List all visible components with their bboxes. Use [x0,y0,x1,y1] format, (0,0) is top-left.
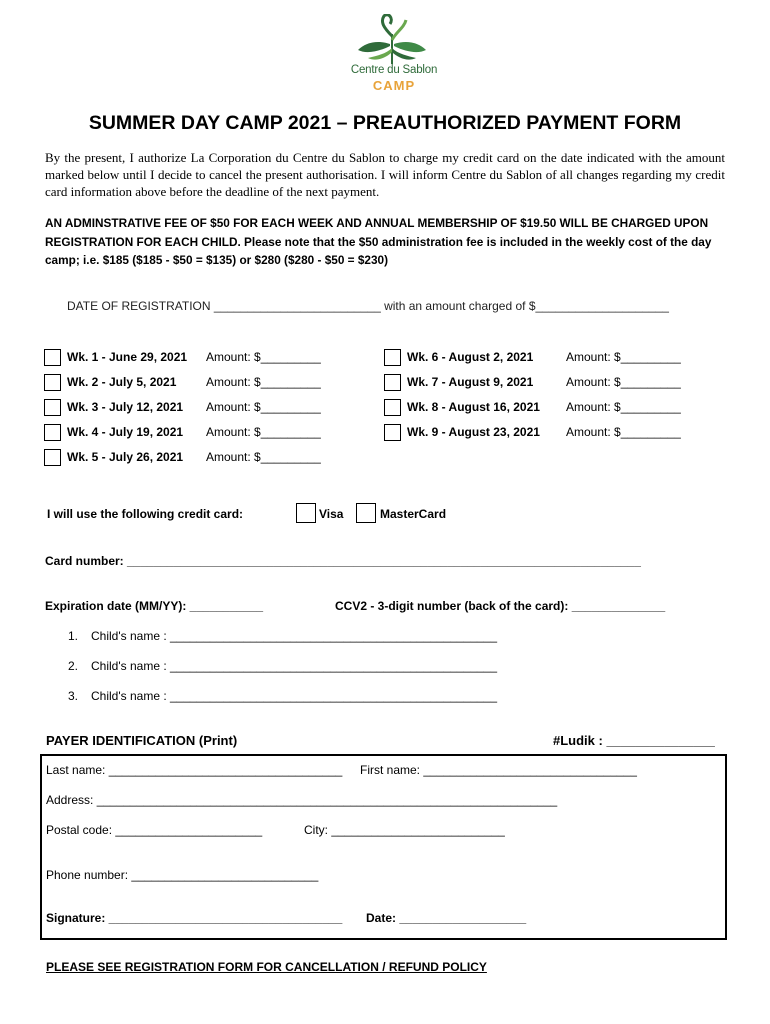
intro-paragraph: By the present, I authorize La Corporation du Centre du Sablon to charge my credit card on the date indicated with the amount marked below until I decide to cancel the present authorisation. I will inform Centre du Sablon of all changes regarding my credit card information above before the deadline of the next payment. [45,150,725,199]
week-4-checkbox[interactable] [44,424,61,441]
ludik-field[interactable]: #Ludik : _______________ [553,733,715,748]
week-6-checkbox[interactable] [384,349,401,366]
week-8-checkbox[interactable] [384,399,401,416]
week-2-label: Wk. 2 - July 5, 2021 [67,375,177,389]
mastercard-label: MasterCard [380,507,447,521]
date-field[interactable]: Date: ___________________ [366,911,527,925]
refund-policy-note: PLEASE SEE REGISTRATION FORM FOR CANCELLATION / REFUND POLICY [46,960,487,974]
visa-checkbox[interactable] [296,503,316,523]
week-2-amount[interactable]: Amount: $_________ [206,375,321,389]
week-1-checkbox[interactable] [44,349,61,366]
first-name-field[interactable]: First name: ________________________________ [360,763,637,777]
week-3-label: Wk. 3 - July 12, 2021 [67,400,184,414]
card-prompt: I will use the following credit card: [47,507,244,521]
card-number-field[interactable]: Card number: _____________________________________________________________________________ [45,554,641,568]
child-2-name-field[interactable]: Child's name : _________________________________________________ [91,659,498,673]
centre-du-sablon-logo [348,14,438,96]
week-3-amount[interactable]: Amount: $_________ [206,400,321,414]
week-8-amount[interactable]: Amount: $_________ [566,400,681,414]
week-9-label: Wk. 9 - August 23, 2021 [407,425,540,439]
payer-heading: PAYER IDENTIFICATION (Print) [46,733,238,748]
week-5-label: Wk. 5 - July 26, 2021 [67,450,184,464]
fee-notice: AN ADMINSTRATIVE FEE OF $50 FOR EACH WEEK AND ANNUAL MEMBERSHIP OF $19.50 WILL BE CHARGED UPON REGISTRATION FOR EACH CHILD. Please note that the $50 administration fee is included in the weekly cost of the day camp; i.e. $185 ($185 - $50 = $135) or $280 ($280 - $50 = $230) [45,216,712,267]
ccv-field[interactable]: CCV2 - 3-digit number (back of the card): ______________ [335,599,666,613]
expiration-field[interactable]: Expiration date (MM/YY): ___________ [45,599,264,613]
week-6-label: Wk. 6 - August 2, 2021 [407,350,534,364]
visa-label: Visa [319,507,344,521]
week-9-amount[interactable]: Amount: $_________ [566,425,681,439]
week-7-checkbox[interactable] [384,374,401,391]
week-4-label: Wk. 4 - July 19, 2021 [67,425,184,439]
phone-field[interactable]: Phone number: ____________________________ [46,868,319,882]
week-7-label: Wk. 7 - August 9, 2021 [407,375,534,389]
logo-camp: CAMP [372,78,416,93]
week-9-checkbox[interactable] [384,424,401,441]
signature-field[interactable]: Signature: ___________________________________ [46,911,343,925]
tree-leaves-icon [348,14,438,66]
address-field[interactable]: Address: _____________________________________________________________________ [46,793,558,807]
registration-line[interactable]: DATE OF REGISTRATION _________________________ with an amount charged of $____________________ [67,299,669,313]
logo-name: Centre du Sablon [350,64,438,76]
child-3-number: 3. [68,689,79,703]
child-1-name-field[interactable]: Child's name : _________________________________________________ [91,629,498,643]
form-title: SUMMER DAY CAMP 2021 – PREAUTHORIZED PAYMENT FORM [88,112,682,134]
week-2-checkbox[interactable] [44,374,61,391]
week-5-amount[interactable]: Amount: $_________ [206,450,321,464]
week-4-amount[interactable]: Amount: $_________ [206,425,321,439]
child-2-number: 2. [68,659,79,673]
week-6-amount[interactable]: Amount: $_________ [566,350,681,364]
mastercard-checkbox[interactable] [356,503,376,523]
city-field[interactable]: City: __________________________ [304,823,505,837]
week-5-checkbox[interactable] [44,449,61,466]
week-3-checkbox[interactable] [44,399,61,416]
postal-code-field[interactable]: Postal code: ______________________ [46,823,263,837]
week-8-label: Wk. 8 - August 16, 2021 [407,400,540,414]
child-1-number: 1. [68,629,79,643]
week-1-label: Wk. 1 - June 29, 2021 [67,350,188,364]
child-3-name-field[interactable]: Child's name : _________________________________________________ [91,689,498,703]
last-name-field[interactable]: Last name: ___________________________________ [46,763,343,777]
week-1-amount[interactable]: Amount: $_________ [206,350,321,364]
week-7-amount[interactable]: Amount: $_________ [566,375,681,389]
